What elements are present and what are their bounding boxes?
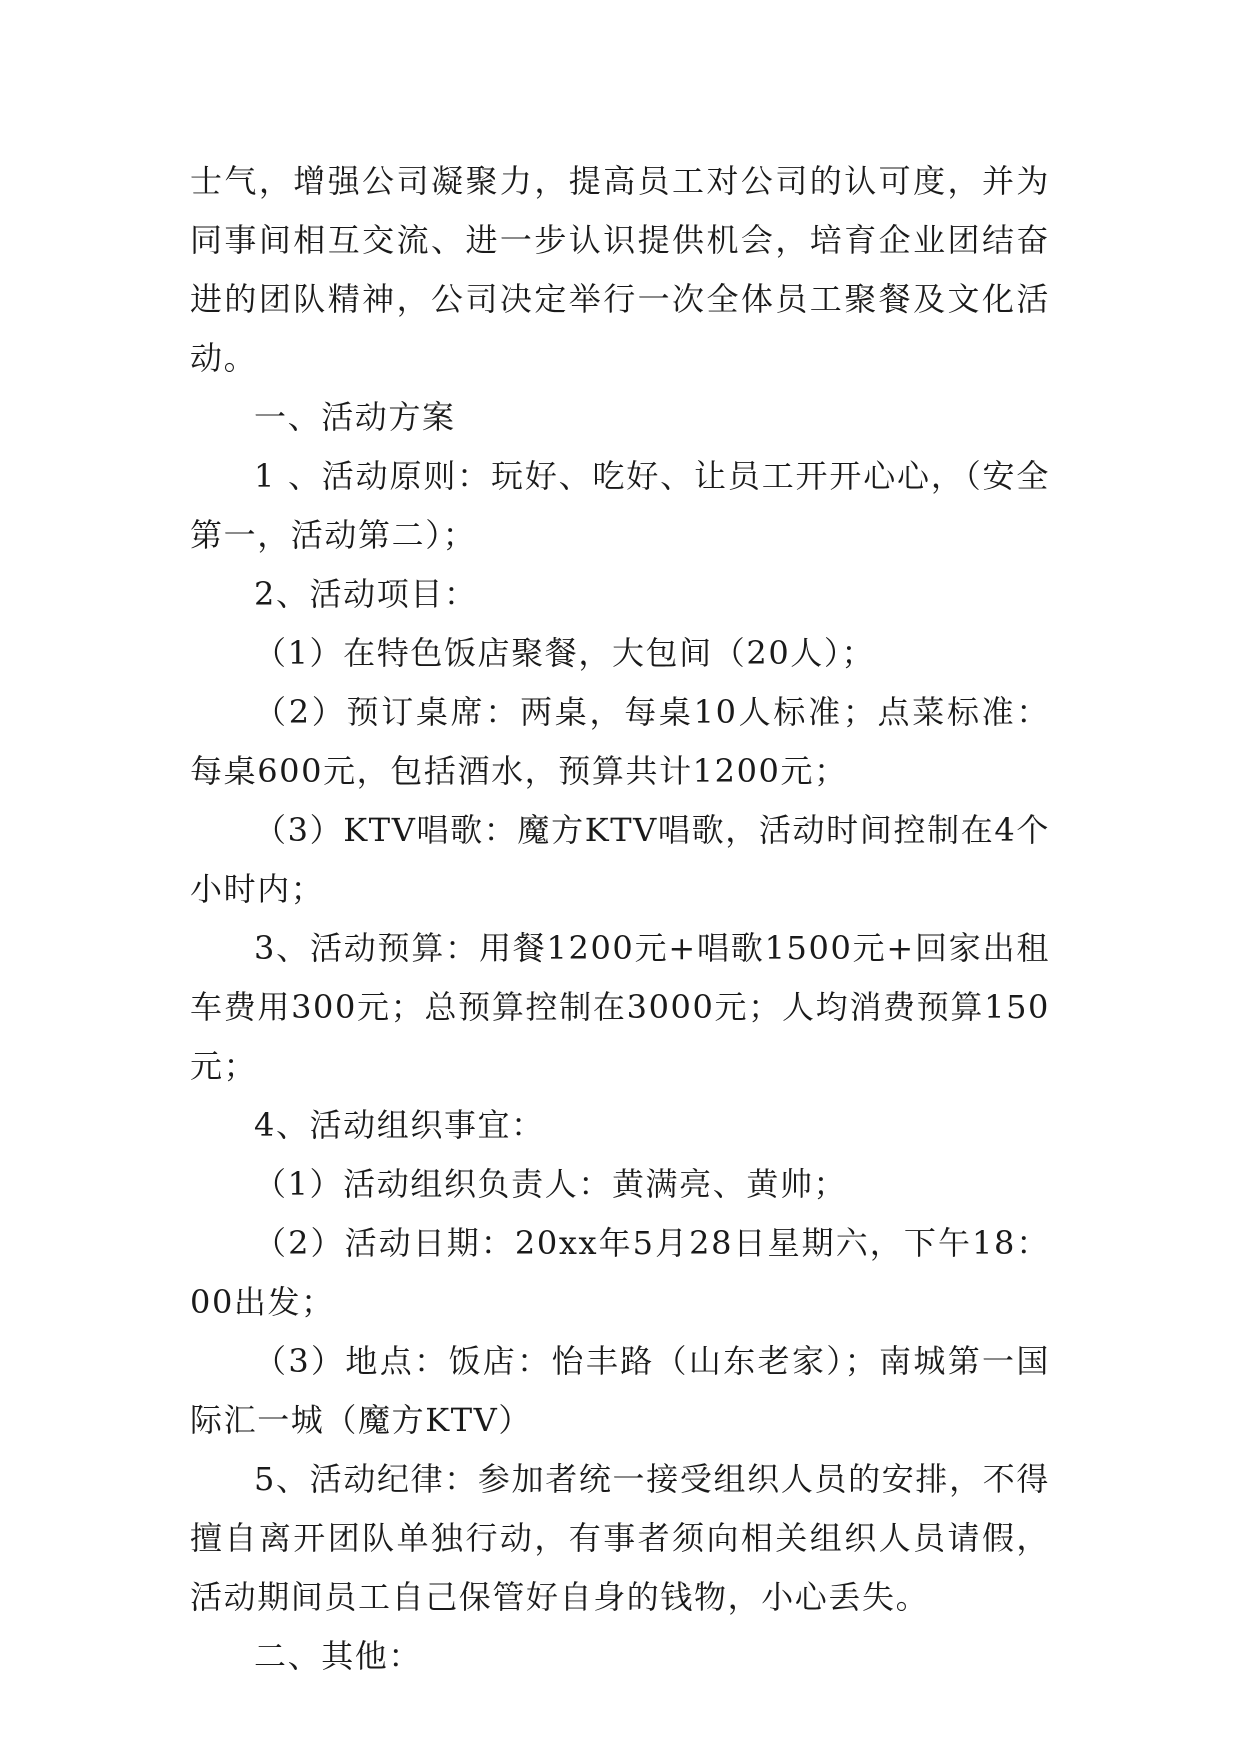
paragraph-item-ktv: （3）KTV唱歌：魔方KTV唱歌，活动时间控制在4个小时内；: [190, 811, 1050, 908]
paragraph-item-dinner: （1）在特色饭店聚餐，大包间（20人）；: [254, 634, 876, 672]
paragraph-activity-items: 2、活动项目：: [254, 575, 478, 613]
paragraph-organization: 4、活动组织事宜：: [254, 1106, 545, 1144]
paragraph-activity-principle: 1 、活动原则：玩好、吃好、让员工开开心心，（安全第一，活动第二）；: [190, 457, 1050, 554]
paragraph-location: （3）地点：饭店：怡丰路（山东老家）；南城第一国际汇一城（魔方KTV）: [190, 1342, 1050, 1439]
section-heading-activity-plan: 一、活动方案: [254, 398, 456, 436]
document-body: [190, 152, 1050, 1686]
paragraph-date: （2）活动日期：20xx年5月28日星期六，下午18：00出发；: [190, 1224, 1050, 1321]
paragraph-intro: 士气，增强公司凝聚力，提高员工对公司的认可度，并为同事间相互交流、进一步认识提供机会，培育企业团结奋进的团队精神，公司决定举行一次全体员工聚餐及文化活动。: [190, 162, 1050, 377]
paragraph-budget: 3、活动预算：用餐1200元+唱歌1500元+回家出租车费用300元；总预算控制在3000元；人均消费预算150元；: [190, 929, 1050, 1085]
paragraph-discipline: 5、活动纪律：参加者统一接受组织人员的安排，不得擅自离开团队单独行动，有事者须向相关组织人员请假，活动期间员工自己保管好自身的钱物，小心丢失。: [190, 1460, 1050, 1616]
paragraph-item-tables: （2）预订桌席：两桌，每桌10人标准；点菜标准：每桌600元，包括酒水，预算共计1200元；: [190, 693, 1050, 790]
section-heading-other: 二、其他：: [254, 1637, 423, 1675]
paragraph-organizers: （1）活动组织负责人：黄满亮、黄帅；: [254, 1165, 848, 1203]
